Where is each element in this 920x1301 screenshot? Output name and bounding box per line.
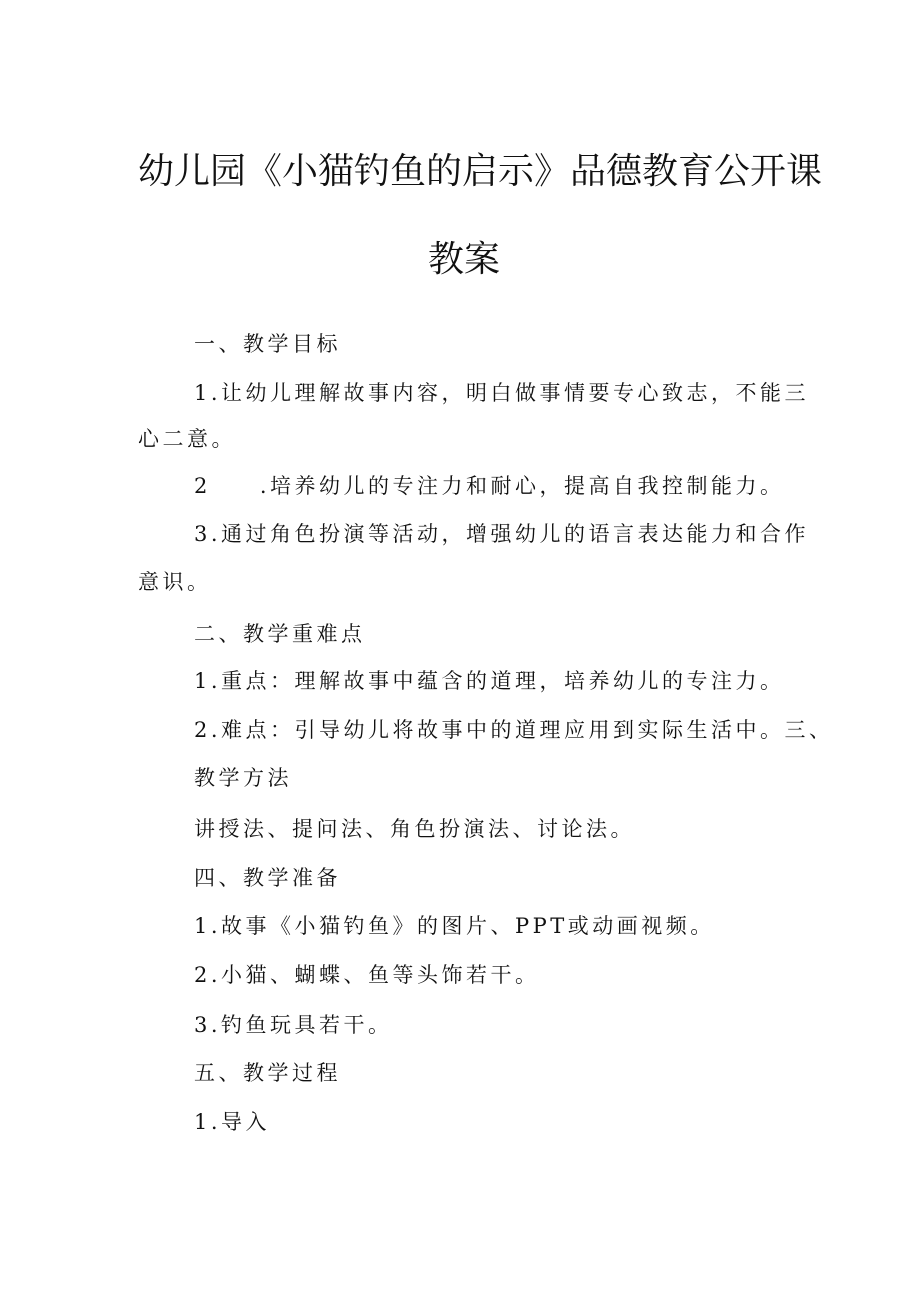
paragraph-line: 1.重点：理解故事中蕴含的道理，培养幼儿的专注力。: [194, 669, 785, 693]
section-heading-process: 五、教学过程: [194, 1061, 341, 1085]
document-title-line-2: 教案: [428, 239, 501, 280]
section-heading-preparation: 四、教学准备: [194, 866, 341, 890]
document-title-line-1: 幼儿园《小猫钓鱼的启示》品德教育公开课: [138, 151, 823, 192]
paragraph-line: 1.故事《小猫钓鱼》的图片、PPT或动画视频。: [194, 914, 715, 938]
section-heading-objectives: 一、教学目标: [194, 332, 341, 356]
paragraph-line: 心二意。: [138, 427, 236, 451]
paragraph-line: 1.导入: [194, 1110, 271, 1134]
paragraph-line: 1.让幼儿理解故事内容，明白做事情要专心致志，不能三: [194, 381, 810, 405]
paragraph-line: 2.小猫、蝴蝶、鱼等头饰若干。: [194, 963, 540, 987]
paragraph-line: 3.钓鱼玩具若干。: [194, 1013, 393, 1037]
paragraph-line: 3.通过角色扮演等活动，增强幼儿的语言表达能力和合作: [194, 522, 810, 546]
section-heading-key-points: 二、教学重难点: [194, 622, 366, 646]
paragraph-line: 讲授法、提问法、角色扮演法、讨论法。: [194, 817, 635, 841]
paragraph-line: 2 .培养幼儿的专注力和耐心，提高自我控制能力。: [194, 474, 785, 498]
section-heading-methods: 教学方法: [194, 766, 292, 790]
paragraph-line: 2.难点：引导幼儿将故事中的道理应用到实际生活中。三、: [194, 718, 834, 742]
paragraph-line: 意识。: [138, 570, 212, 594]
